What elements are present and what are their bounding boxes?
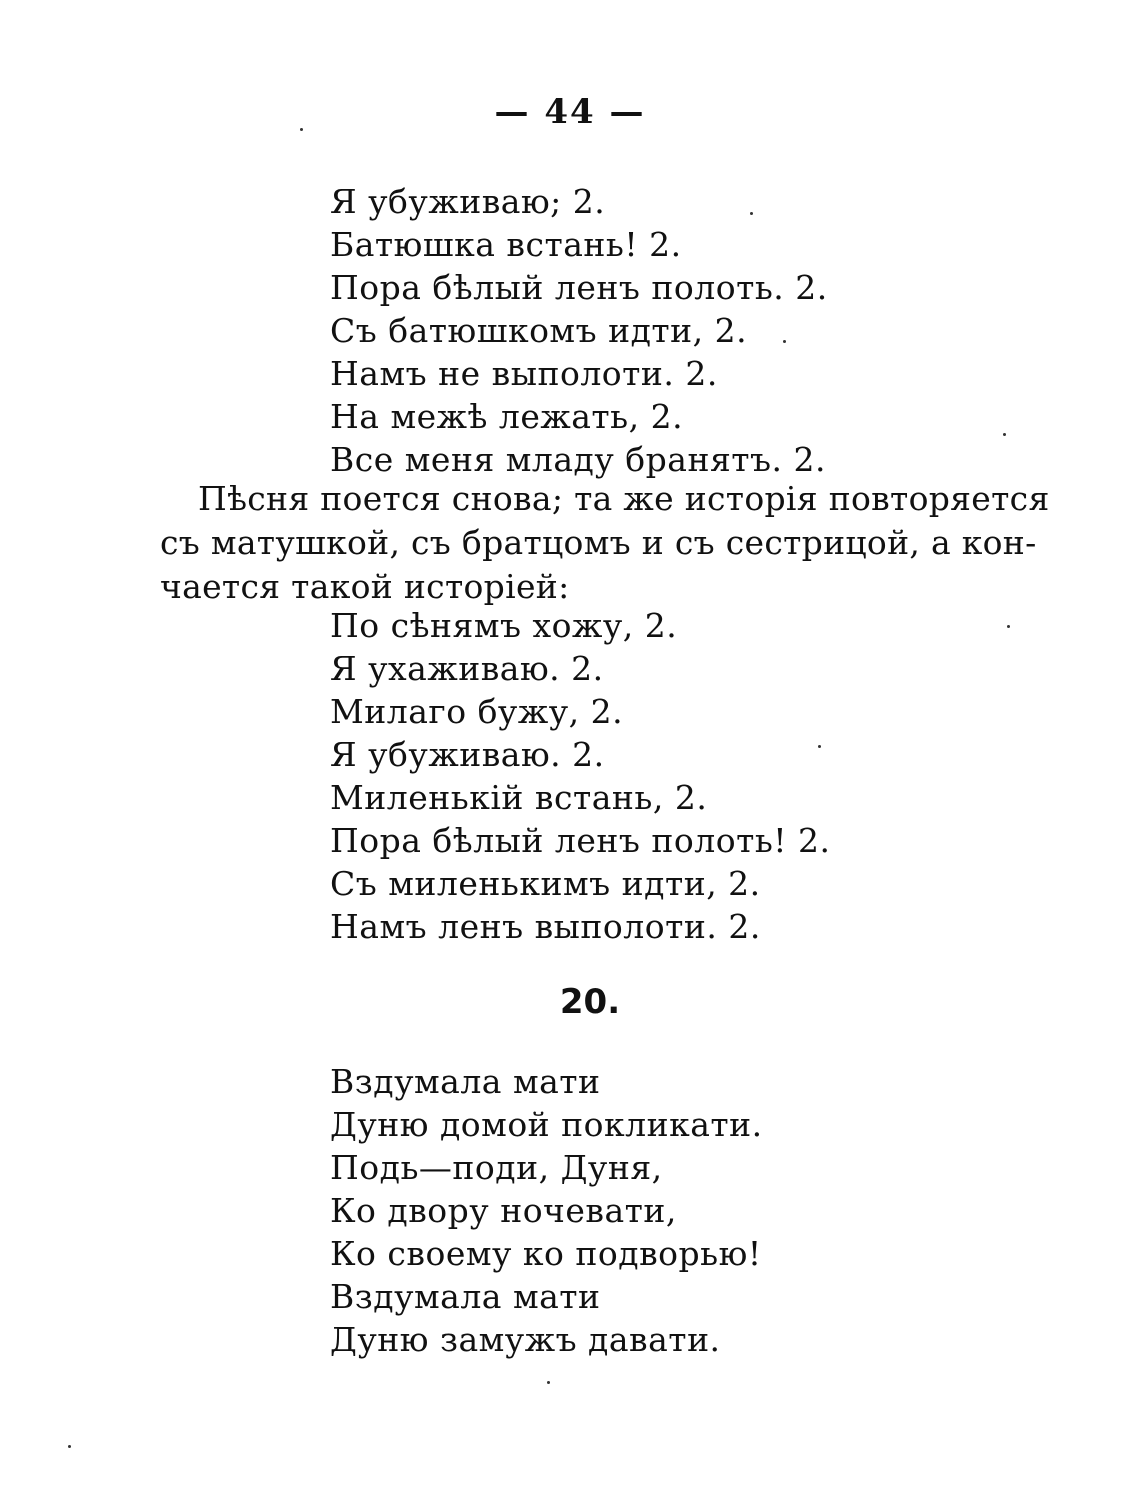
verse-line: Милаго бужу, 2. [330, 692, 624, 731]
verse-line: Намъ ленъ выполоти. 2. [330, 907, 761, 946]
page-number: — 44 — [494, 92, 646, 132]
verse-line: Ко своему ко подворью! [330, 1234, 762, 1273]
verse-line: Ко двору ночевати, [330, 1191, 677, 1230]
dust-speck [1007, 625, 1010, 628]
verse-line: Пора бѣлый ленъ полоть. 2. [330, 268, 828, 307]
verse-line: Съ миленькимъ идти, 2. [330, 864, 761, 903]
verse-line: Дуню домой покликати. [330, 1105, 763, 1144]
prose-line: съ матушкой, съ братцомъ и съ сестрицой, а кон- [160, 523, 1037, 562]
verse-line: Съ батюшкомъ идти, 2. [330, 311, 748, 350]
verse-line: Вздумала мати [330, 1277, 601, 1316]
dust-speck [750, 212, 753, 215]
verse-line: Все меня младу бранятъ. 2. [330, 440, 826, 479]
verse-block-1 [330, 180, 828, 481]
verse-line: Дуню замужъ давати. [330, 1320, 721, 1359]
verse-line: Пора бѣлый ленъ полоть! 2. [330, 821, 831, 860]
prose-paragraph [160, 477, 1050, 609]
verse-line: На межѣ лежать, 2. [330, 397, 684, 436]
verse-line: Миленькій встань, 2. [330, 778, 708, 817]
verse-line: Батюшка встань! 2. [330, 225, 682, 264]
prose-line: Пѣсня поется снова; та же исторія повторяется [198, 479, 1050, 518]
prose-line: чается такой исторіей: [160, 567, 570, 606]
dust-speck [1003, 433, 1006, 436]
verse-line: Я ухаживаю. 2. [330, 649, 604, 688]
dust-speck [818, 745, 821, 748]
verse-block-2 [330, 604, 831, 948]
dust-speck [300, 128, 303, 131]
verse-line: По сѣнямъ хожу, 2. [330, 606, 678, 645]
verse-block-3 [330, 1060, 763, 1361]
verse-line: Вздумала мати [330, 1062, 601, 1101]
dust-speck [547, 1381, 550, 1384]
dust-speck [783, 340, 786, 343]
verse-line: Намъ не выполоти. 2. [330, 354, 718, 393]
verse-line: Я убуживаю; 2. [330, 182, 606, 221]
verse-line: Я убуживаю. 2. [330, 735, 605, 774]
verse-line: Подь—поди, Дуня, [330, 1148, 663, 1187]
song-number-heading: 20. [559, 982, 621, 1022]
dust-speck [68, 1445, 71, 1448]
